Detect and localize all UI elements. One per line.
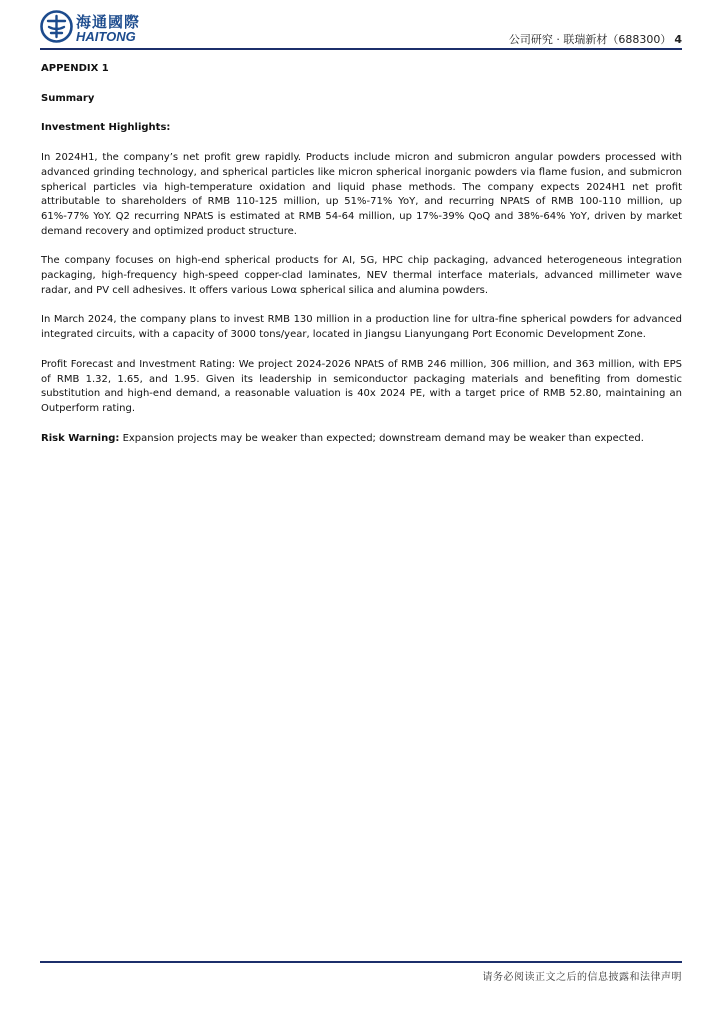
investment-highlights-heading: Investment Highlights:	[41, 122, 171, 134]
appendix-heading: APPENDIX 1	[41, 63, 109, 74]
haitong-logo-mark-icon	[40, 10, 73, 43]
paragraph-investment-plan: In March 2024, the company plans to invest RMB 130 million in a production line for ultra-fine spherical powders for advanced integrated circuits, with a capacity of 3000 tons/year, located in Jiangsu Lianyungang Port Economic Development Zone.	[41, 314, 682, 341]
risk-warning-text: Expansion projects may be weaker than expected; downstream demand may be weaker than expected.	[119, 432, 644, 444]
paragraph-profit-forecast: Profit Forecast and Investment Rating: We project 2024-2026 NPAtS of RMB 246 million, 306 million, and 363 million, with EPS of RMB 1.32, 1.65, and 1.95. Given its leadership in semiconductor packaging materials and benefiting from domestic substitution and high-end demand, a reasonable valuation is 40x 2024 PE, with a target price of RMB 52.80, maintaining an Outperform rating.	[41, 358, 682, 414]
haitong-logo	[40, 10, 140, 46]
report-header-label	[509, 31, 682, 47]
footer-disclaimer: 请务必阅读正文之后的信息披露和法律声明	[482, 972, 682, 983]
header-divider	[40, 48, 682, 50]
footer-divider	[40, 961, 682, 963]
logo-english-name: HAITONG	[76, 29, 136, 44]
paragraph-net-profit: In 2024H1, the company’s net profit grew rapidly. Products include micron and submicron angular powders processed with advanced grinding technology, and spherical particles like micron spherical inorganic powders via flame fusion, and submicron spherical particles via high-temperature oxidation and liquid phase methods. The company expects 2024H1 net profit attributable to shareholders of RMB 110-125 million, up 51%-71% YoY, and recurring NPAtS of RMB 100-110 million, up 61%-77% YoY. Q2 recurring NPAtS is estimated at RMB 54-64 million, up 17%-39% QoQ and 38%-64% YoY, driven by market demand recovery and optimized product structure.	[41, 152, 682, 237]
risk-warning	[41, 432, 682, 447]
logo-chinese-name: 海通國際	[76, 13, 141, 31]
page-number: 4	[674, 33, 682, 46]
report-title: 公司研究 · 联瑞新材（688300）	[508, 33, 672, 46]
paragraph-products: The company focuses on high-end spherical products for AI, 5G, HPC chip packaging, advanced heterogeneous integration packaging, high-frequency high-speed copper-clad laminates, NEV thermal interface materials, advanced millimeter wave radar, and PV cell adhesives. It offers various Lowα spherical silica and alumina powders.	[41, 255, 682, 296]
summary-heading: Summary	[41, 92, 95, 104]
risk-warning-label: Risk Warning:	[41, 432, 120, 444]
report-body	[41, 62, 682, 461]
